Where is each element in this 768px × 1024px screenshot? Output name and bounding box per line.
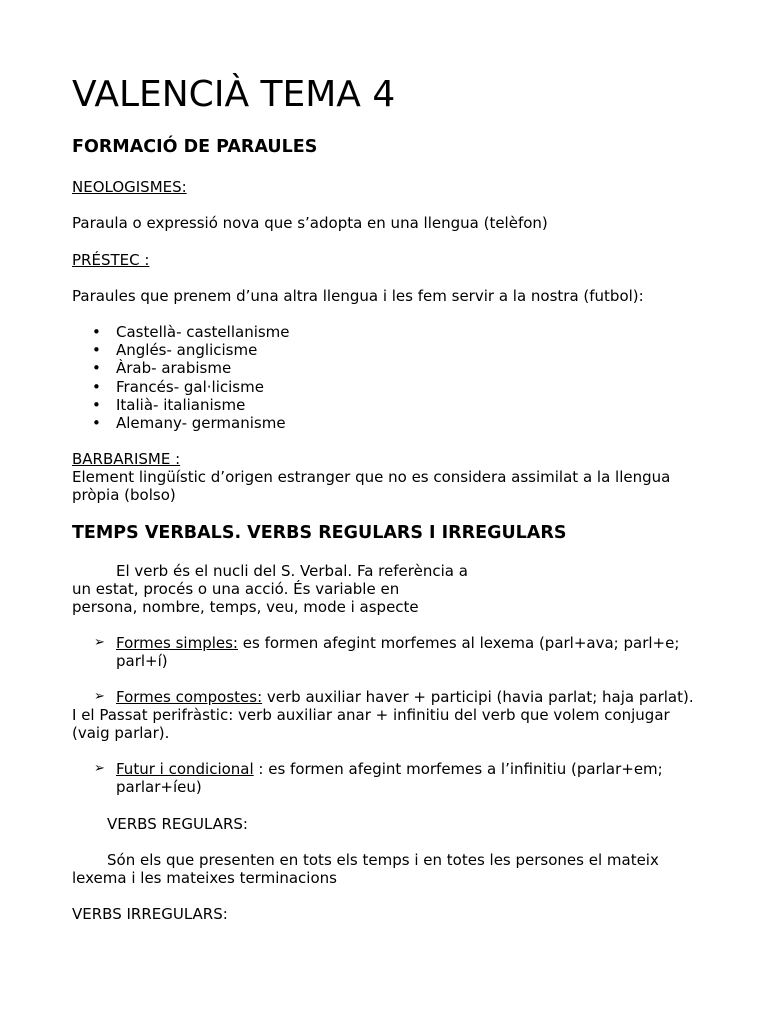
neologismes-label: NEOLOGISMES: [72,178,187,196]
bullet-icon: • [92,359,101,378]
arrow-bullet-icon: ➢ [94,635,105,650]
verbs-regulars-line1: Són els que presenten en tots els temps i en totes les persones el mateix [107,851,659,869]
futur-condicional-text: : es formen afegint morfemes a l’infinitiu (parlar+em; [253,760,663,778]
verbs-regulars-label: VERBS REGULARS: [107,815,248,833]
list-item: • Anglés- anglicisme [92,341,258,360]
futur-condicional-label: Futur i condicional [116,760,254,778]
formes-compostes-line2: I el Passat perifràstic: verb auxiliar anar + infinitiu del verb que volem conjugar [72,706,670,724]
formes-compostes-text: verb auxiliar haver + participi (havia parlat; haja parlat). [262,688,694,706]
bullet-icon: • [92,323,101,341]
verb-intro-line2: un estat, procés o una acció. És variable en [72,580,400,598]
barbarisme-label: BARBARISME : [72,450,181,468]
list-item: • Francés- gal·licisme [92,377,264,396]
bullet-icon: • [92,341,101,360]
list-item: • Àrab- arabisme [92,359,232,378]
verb-intro-line1: El verb és el nucli del S. Verbal. Fa referència a [116,562,468,580]
prestec-text: Paraules que prenem d’una altra llengua i les fem servir a la nostra (futbol): [72,287,644,305]
formes-compostes-label: Formes compostes: [116,688,263,706]
list-item: • Alemany- germanisme [92,413,286,432]
document-title: VALENCIÀ TEMA 4 [72,74,396,115]
arrow-bullet-icon: ➢ [94,689,105,704]
formes-compostes-item [72,688,712,706]
formes-simples-item [72,634,712,674]
section-heading-formacio: FORMACIÓ DE PARAULES [72,137,318,157]
futur-condicional-item [72,760,712,800]
formes-simples-text2: parl+í) [116,652,168,670]
barbarisme-text-line2: pròpia (bolso) [72,486,176,504]
verbs-irregulars-label: VERBS IRREGULARS: [72,905,228,923]
prestec-bullet-list [72,323,290,432]
formes-simples-label: Formes simples: [116,634,238,652]
formes-compostes-line3: (vaig parlar). [72,724,170,742]
list-item: • Castellà- castellanisme [92,323,290,341]
barbarisme-text-line1: Element lingüístic d’origen estranger que no es considera assimilat a la llengua [72,468,671,486]
arrow-bullet-icon: ➢ [94,761,105,776]
bullet-icon: • [92,377,101,396]
verb-intro-line3: persona, nombre, temps, veu, mode i aspecte [72,598,419,616]
list-item: • Italià- italianisme [92,395,246,414]
section-heading-temps-verbals: TEMPS VERBALS. VERBS REGULARS I IRREGULARS [72,523,567,543]
bullet-icon: • [92,413,101,432]
prestec-label: PRÉSTEC : [72,251,150,269]
bullet-icon: • [92,395,101,414]
formes-simples-text: es formen afegint morfemes al lexema (parl+ava; parl+e; [237,634,680,652]
futur-condicional-text2: parlar+íeu) [116,778,202,796]
neologismes-text: Paraula o expressió nova que s’adopta en una llengua (telèfon) [72,214,548,232]
verbs-regulars-line2: lexema i les mateixes terminacions [72,869,337,887]
